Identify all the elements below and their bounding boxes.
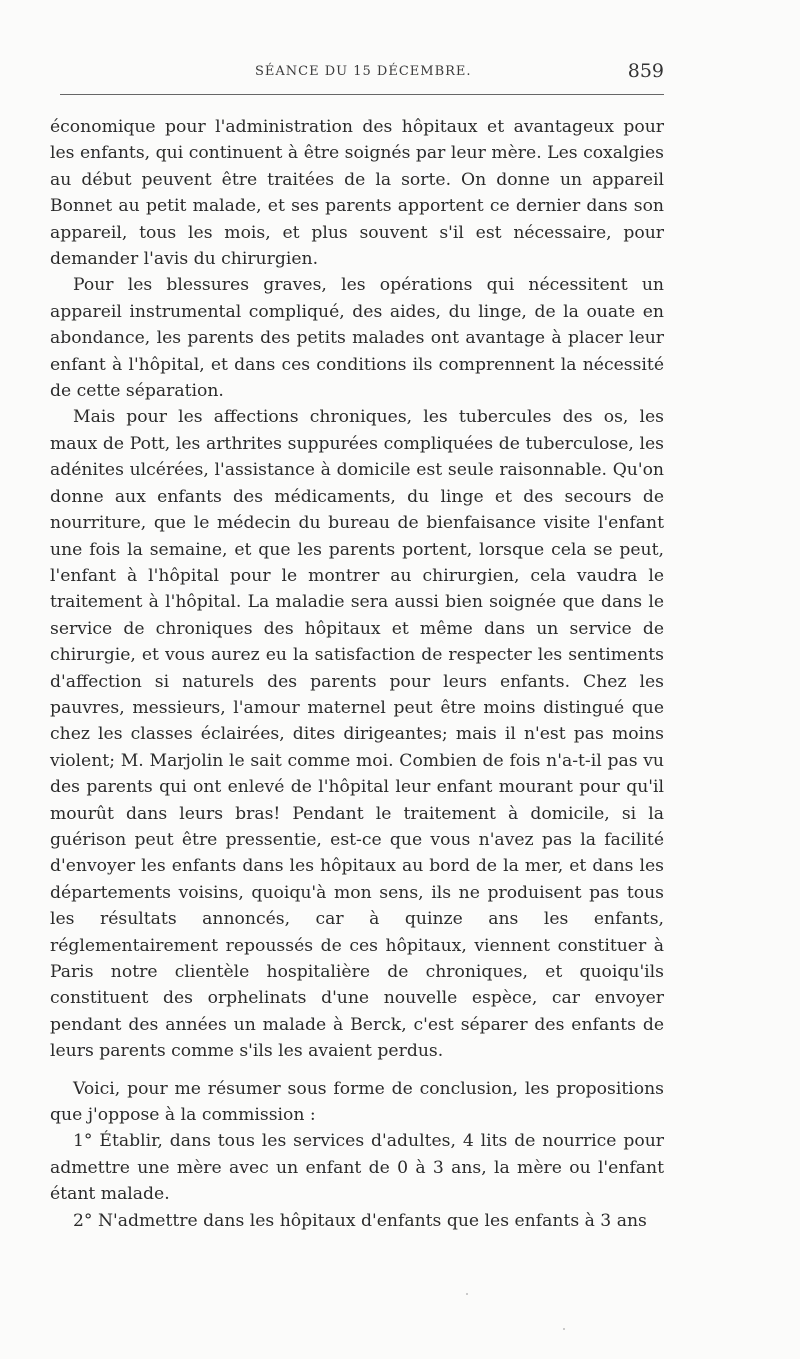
paragraph-affections: Mais pour les affections chroniques, les tubercules des os, les maux de Pott, les arthrites suppurées compliquées de tuberculose, les adénites ulcérées, l'assistance à domicile est seule raisonnable. Qu'on donne aux enfants des médicaments, du linge et des secours de nourriture, que le médecin du bureau de bienfaisance visite l'enfant une fois la semaine, et que les parents portent, lorsque cela se peut, l'enfant à l'hôpital pour le montrer au chirurgien, cela vaudra le traitement à l'hôpital. La maladie sera aussi bien soignée que dans le service de chroniques des hôpitaux et même dans un service de chirurgie, et vous aurez eu la satisfaction de respecter les sentiments d'affection si naturels des parents pour leurs enfants. Chez les pauvres, messieurs, l'amour maternel peut être moins distingué que chez les classes éclairées, dites dirigeantes; mais il n'est pas moins violent; M. Marjolin le sait comme moi. Combien de fois n'a-t-il pas vu des parents qui ont enlevé de l'hôpital leur enfant mourant pour qu'il mourût dans leurs bras! Pendant le traitement à domicile, si la guérison peut être pressentie, est-ce que vous n'avez pas la facilité d'envoyer les enfants dans les hôpitaux au bord de la mer, et dans les départements voisins, quoiqu'à mon sens, ils ne produisent pas tous les résultats annoncés, car à quinze ans les enfants, réglementairement repoussés de ces hôpitaux, viennent constituer à Paris notre clientèle hospitalière de chroniques, et quoiqu'ils constituent des orphelinats d'une nouvelle espèce, car envoyer pendant des années un malade à Berck, c'est séparer des enfants de leurs parents comme s'ils les avaient perdus. (50, 407, 664, 1062)
header-rule (60, 94, 664, 95)
page-number: 859 (627, 60, 664, 82)
paper-speck (563, 1328, 565, 1330)
running-title: SÉANCE DU 15 DÉCEMBRE. (255, 64, 472, 79)
paragraph-continued: économique pour l'administration des hôpitaux et avantageux pour les enfants, qui continuent à être soignés par leur mère. Les coxalgies au début peuvent être traitées de la sorte. On donne un appareil Bonnet au petit malade, et ses parents apportent ce dernier dans son appareil, tous les mois, et plus souvent s'il est nécessaire, pour demander l'avis du chirurgien. (50, 117, 664, 270)
proposition-2: 2° N'admettre dans les hôpitaux d'enfants que les enfants à 3 ans (73, 1210, 647, 1231)
page-header (50, 58, 664, 88)
proposition-1: 1° Établir, dans tous les services d'adultes, 4 lits de nourrice pour admettre une mère avec un enfant de 0 à 3 ans, la mère ou l'enfant étant malade. (50, 1131, 664, 1205)
paper-speck (466, 1293, 468, 1295)
body-text (50, 114, 664, 1234)
paragraph-blessures: Pour les blessures graves, les opérations qui nécessitent un appareil instrumental compliqué, des aides, du linge, de la ouate en abondance, les parents des petits malades ont avantage à placer leur enfant à l'hôpital, et dans ces conditions ils comprennent la nécessité de cette séparation. (50, 275, 664, 402)
paragraph-conclusion: Voici, pour me résumer sous forme de conclusion, les propositions que j'oppose à la commission : (50, 1078, 664, 1126)
